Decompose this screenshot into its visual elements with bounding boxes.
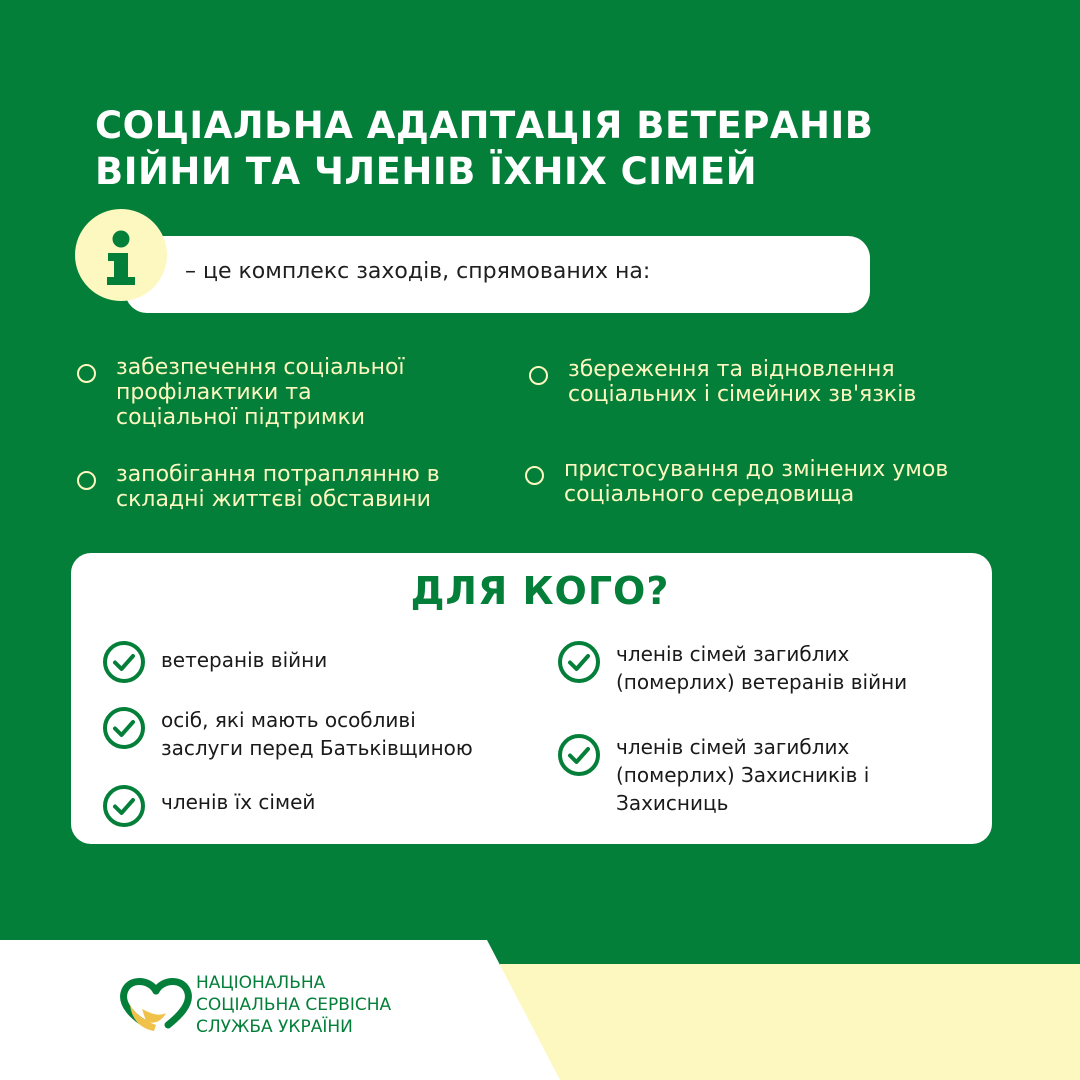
info-icon [75,209,167,301]
circle-bullet-icon [77,364,96,383]
item-line: членів їх сімей [161,790,316,814]
for-whom-item [102,784,315,828]
checkmark-circle-icon [102,784,146,828]
circle-bullet-icon [525,466,544,485]
bullet-line: соціальної підтримки [116,405,366,430]
bullet-item [529,357,999,407]
org-line: НАЦІОНАЛЬНА [196,973,326,993]
checkmark-circle-icon [557,733,601,777]
item-line: Захисниць [616,791,729,815]
bullet-line: забезпечення соціальної [116,355,405,380]
page-title [95,103,995,195]
bullet-line: складні життєві обставини [116,487,431,512]
item-line: осіб, які мають особливі [161,708,416,732]
for-whom-item [557,733,869,817]
circle-bullet-icon [529,366,548,385]
bullet-line: профілактики та [116,380,312,405]
title-line-2: ВІЙНИ ТА ЧЛЕНІВ ЇХНІХ СІМЕЙ [95,150,758,193]
organization-name [196,972,391,1038]
for-whom-item [102,640,327,684]
circle-bullet-icon [77,471,96,490]
item-line: (померлих) Захисників і [616,763,870,787]
checkmark-circle-icon [102,706,146,750]
bullet-line: збереження та відновлення [568,357,895,382]
item-line: (померлих) ветеранів війни [616,670,908,694]
heart-hands-logo [120,975,192,1035]
bullet-line: соціального середовища [564,482,855,507]
checkmark-circle-icon [102,640,146,684]
bullet-item [525,457,1045,507]
item-line: членів сімей загиблих [616,735,850,759]
checkmark-circle-icon [557,640,601,684]
for-whom-item [557,640,907,696]
org-line: СЛУЖБА УКРАЇНИ [196,1017,353,1037]
item-line: заслуги перед Батьківщиною [161,736,473,760]
title-line-1: СОЦІАЛЬНА АДАПТАЦІЯ ВЕТЕРАНІВ [95,104,874,147]
bullet-item [77,355,497,430]
for-whom-heading: ДЛЯ КОГО? [410,569,670,613]
item-line: членів сімей загиблих [616,642,850,666]
bullet-line: запобігання потраплянню в [116,462,440,487]
footer-accent-band [500,964,1080,1080]
org-line: СОЦІАЛЬНА СЕРВІСНА [196,995,392,1015]
bullet-line: пристосування до змінених умов [564,457,949,482]
bullet-line: соціальних і сімейних зв'язків [568,382,917,407]
for-whom-item [102,706,473,762]
definition-text: – це комплекс заходів, спрямованих на: [185,259,651,284]
item-line: ветеранів війни [161,648,328,672]
bullet-item [77,462,507,512]
